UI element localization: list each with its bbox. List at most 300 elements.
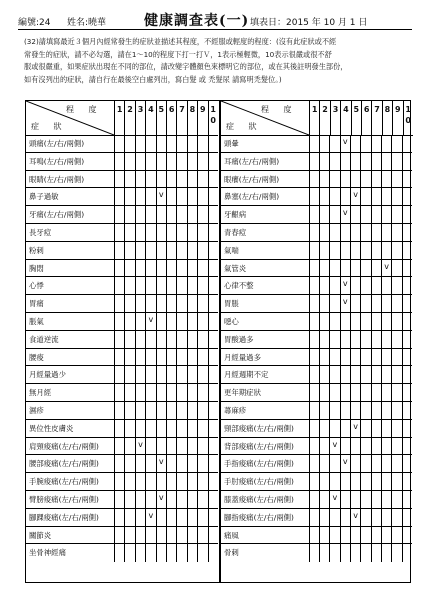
severity-cell[interactable] bbox=[371, 331, 381, 348]
severity-cell[interactable] bbox=[135, 384, 145, 401]
severity-cell[interactable] bbox=[402, 438, 412, 455]
severity-cell[interactable] bbox=[329, 509, 339, 526]
severity-cell[interactable] bbox=[360, 473, 370, 490]
severity-cell[interactable] bbox=[114, 544, 124, 562]
severity-cell[interactable] bbox=[114, 455, 124, 472]
severity-check-mark[interactable]: v bbox=[145, 509, 155, 526]
severity-cell[interactable] bbox=[319, 224, 329, 241]
severity-cell[interactable] bbox=[319, 438, 329, 455]
severity-cell[interactable] bbox=[166, 455, 176, 472]
severity-cell[interactable] bbox=[402, 491, 412, 508]
severity-cell[interactable] bbox=[402, 331, 412, 348]
severity-cell[interactable] bbox=[124, 438, 134, 455]
severity-cell[interactable] bbox=[166, 313, 176, 330]
severity-cell[interactable] bbox=[124, 242, 134, 259]
severity-check-mark[interactable]: v bbox=[340, 135, 350, 152]
severity-cell[interactable] bbox=[156, 135, 166, 152]
severity-cell[interactable] bbox=[135, 277, 145, 294]
severity-cell[interactable] bbox=[329, 366, 339, 383]
severity-cell[interactable] bbox=[166, 135, 176, 152]
severity-cell[interactable] bbox=[371, 420, 381, 437]
severity-cell[interactable] bbox=[176, 224, 186, 241]
severity-cell[interactable] bbox=[208, 402, 218, 419]
severity-cell[interactable] bbox=[176, 544, 186, 562]
severity-cell[interactable] bbox=[208, 277, 218, 294]
severity-cell[interactable] bbox=[124, 473, 134, 490]
severity-cell[interactable] bbox=[360, 509, 370, 526]
severity-cell[interactable] bbox=[135, 473, 145, 490]
severity-cell[interactable] bbox=[340, 473, 350, 490]
severity-cell[interactable] bbox=[402, 455, 412, 472]
severity-cell[interactable] bbox=[197, 206, 207, 223]
severity-cell[interactable] bbox=[176, 455, 186, 472]
severity-cell[interactable] bbox=[208, 242, 218, 259]
severity-cell[interactable] bbox=[391, 313, 401, 330]
severity-cell[interactable] bbox=[309, 349, 319, 366]
severity-cell[interactable] bbox=[124, 188, 134, 205]
severity-cell[interactable] bbox=[350, 295, 360, 312]
severity-check-mark[interactable]: v bbox=[135, 438, 145, 455]
severity-cell[interactable] bbox=[381, 153, 391, 170]
severity-cell[interactable] bbox=[124, 331, 134, 348]
severity-cell[interactable] bbox=[166, 366, 176, 383]
severity-cell[interactable] bbox=[309, 331, 319, 348]
severity-cell[interactable] bbox=[360, 527, 370, 544]
severity-cell[interactable] bbox=[124, 295, 134, 312]
severity-cell[interactable] bbox=[197, 544, 207, 562]
severity-cell[interactable] bbox=[176, 420, 186, 437]
severity-cell[interactable] bbox=[371, 527, 381, 544]
severity-cell[interactable] bbox=[381, 331, 391, 348]
severity-cell[interactable] bbox=[381, 455, 391, 472]
severity-cell[interactable] bbox=[381, 544, 391, 562]
severity-cell[interactable] bbox=[197, 384, 207, 401]
severity-cell[interactable] bbox=[402, 349, 412, 366]
severity-cell[interactable] bbox=[381, 295, 391, 312]
severity-cell[interactable] bbox=[145, 331, 155, 348]
severity-cell[interactable] bbox=[381, 188, 391, 205]
severity-cell[interactable] bbox=[176, 402, 186, 419]
severity-cell[interactable] bbox=[309, 473, 319, 490]
severity-cell[interactable] bbox=[309, 242, 319, 259]
severity-cell[interactable] bbox=[156, 206, 166, 223]
severity-cell[interactable] bbox=[145, 188, 155, 205]
severity-cell[interactable] bbox=[187, 455, 197, 472]
severity-cell[interactable] bbox=[124, 260, 134, 277]
severity-cell[interactable] bbox=[135, 366, 145, 383]
severity-cell[interactable] bbox=[309, 509, 319, 526]
severity-cell[interactable] bbox=[166, 188, 176, 205]
severity-cell[interactable] bbox=[319, 384, 329, 401]
severity-cell[interactable] bbox=[350, 366, 360, 383]
severity-cell[interactable] bbox=[166, 438, 176, 455]
severity-cell[interactable] bbox=[156, 277, 166, 294]
severity-cell[interactable] bbox=[176, 206, 186, 223]
severity-cell[interactable] bbox=[114, 402, 124, 419]
severity-cell[interactable] bbox=[340, 349, 350, 366]
severity-cell[interactable] bbox=[166, 295, 176, 312]
severity-cell[interactable] bbox=[176, 509, 186, 526]
severity-cell[interactable] bbox=[309, 135, 319, 152]
severity-cell[interactable] bbox=[135, 455, 145, 472]
severity-cell[interactable] bbox=[319, 313, 329, 330]
severity-check-mark[interactable]: v bbox=[350, 420, 360, 437]
severity-cell[interactable] bbox=[114, 277, 124, 294]
severity-cell[interactable] bbox=[187, 224, 197, 241]
severity-cell[interactable] bbox=[197, 224, 207, 241]
severity-cell[interactable] bbox=[329, 544, 339, 562]
severity-cell[interactable] bbox=[176, 277, 186, 294]
severity-cell[interactable] bbox=[391, 224, 401, 241]
severity-cell[interactable] bbox=[319, 206, 329, 223]
severity-cell[interactable] bbox=[187, 171, 197, 188]
severity-cell[interactable] bbox=[187, 260, 197, 277]
severity-cell[interactable] bbox=[329, 473, 339, 490]
severity-cell[interactable] bbox=[135, 544, 145, 562]
severity-cell[interactable] bbox=[360, 491, 370, 508]
severity-cell[interactable] bbox=[145, 135, 155, 152]
severity-check-mark[interactable]: v bbox=[145, 313, 155, 330]
severity-cell[interactable] bbox=[208, 438, 218, 455]
severity-check-mark[interactable]: v bbox=[156, 491, 166, 508]
severity-check-mark[interactable]: v bbox=[381, 260, 391, 277]
severity-cell[interactable] bbox=[340, 527, 350, 544]
severity-cell[interactable] bbox=[114, 242, 124, 259]
severity-cell[interactable] bbox=[381, 509, 391, 526]
severity-cell[interactable] bbox=[329, 188, 339, 205]
severity-cell[interactable] bbox=[329, 331, 339, 348]
severity-cell[interactable] bbox=[391, 295, 401, 312]
severity-cell[interactable] bbox=[319, 242, 329, 259]
severity-cell[interactable] bbox=[371, 224, 381, 241]
severity-cell[interactable] bbox=[402, 384, 412, 401]
severity-cell[interactable] bbox=[145, 242, 155, 259]
severity-cell[interactable] bbox=[402, 188, 412, 205]
severity-cell[interactable] bbox=[350, 455, 360, 472]
severity-cell[interactable] bbox=[166, 473, 176, 490]
severity-cell[interactable] bbox=[145, 206, 155, 223]
severity-cell[interactable] bbox=[166, 491, 176, 508]
severity-cell[interactable] bbox=[319, 544, 329, 562]
severity-cell[interactable] bbox=[319, 277, 329, 294]
severity-cell[interactable] bbox=[197, 277, 207, 294]
severity-cell[interactable] bbox=[340, 224, 350, 241]
severity-cell[interactable] bbox=[402, 473, 412, 490]
severity-cell[interactable] bbox=[319, 349, 329, 366]
severity-cell[interactable] bbox=[350, 473, 360, 490]
severity-cell[interactable] bbox=[371, 544, 381, 562]
severity-cell[interactable] bbox=[176, 171, 186, 188]
severity-cell[interactable] bbox=[176, 313, 186, 330]
severity-cell[interactable] bbox=[114, 331, 124, 348]
severity-cell[interactable] bbox=[197, 438, 207, 455]
severity-cell[interactable] bbox=[208, 188, 218, 205]
severity-cell[interactable] bbox=[124, 277, 134, 294]
severity-cell[interactable] bbox=[166, 384, 176, 401]
severity-cell[interactable] bbox=[145, 277, 155, 294]
severity-cell[interactable] bbox=[329, 171, 339, 188]
severity-cell[interactable] bbox=[135, 224, 145, 241]
severity-cell[interactable] bbox=[360, 438, 370, 455]
severity-cell[interactable] bbox=[360, 366, 370, 383]
severity-cell[interactable] bbox=[208, 420, 218, 437]
severity-cell[interactable] bbox=[145, 455, 155, 472]
severity-cell[interactable] bbox=[319, 295, 329, 312]
severity-cell[interactable] bbox=[309, 455, 319, 472]
severity-cell[interactable] bbox=[309, 366, 319, 383]
severity-cell[interactable] bbox=[187, 509, 197, 526]
severity-cell[interactable] bbox=[340, 171, 350, 188]
severity-cell[interactable] bbox=[187, 544, 197, 562]
severity-cell[interactable] bbox=[350, 135, 360, 152]
severity-cell[interactable] bbox=[176, 260, 186, 277]
severity-cell[interactable] bbox=[187, 331, 197, 348]
severity-cell[interactable] bbox=[176, 135, 186, 152]
severity-cell[interactable] bbox=[402, 260, 412, 277]
severity-cell[interactable] bbox=[360, 544, 370, 562]
severity-cell[interactable] bbox=[381, 402, 391, 419]
severity-cell[interactable] bbox=[329, 384, 339, 401]
severity-cell[interactable] bbox=[176, 473, 186, 490]
severity-cell[interactable] bbox=[145, 384, 155, 401]
severity-cell[interactable] bbox=[114, 438, 124, 455]
severity-cell[interactable] bbox=[166, 224, 176, 241]
severity-cell[interactable] bbox=[350, 402, 360, 419]
severity-cell[interactable] bbox=[309, 544, 319, 562]
severity-cell[interactable] bbox=[166, 349, 176, 366]
severity-cell[interactable] bbox=[360, 420, 370, 437]
severity-cell[interactable] bbox=[360, 277, 370, 294]
severity-cell[interactable] bbox=[124, 491, 134, 508]
severity-cell[interactable] bbox=[114, 153, 124, 170]
severity-cell[interactable] bbox=[350, 438, 360, 455]
severity-cell[interactable] bbox=[176, 153, 186, 170]
severity-cell[interactable] bbox=[124, 455, 134, 472]
severity-cell[interactable] bbox=[208, 206, 218, 223]
severity-cell[interactable] bbox=[329, 527, 339, 544]
severity-cell[interactable] bbox=[319, 402, 329, 419]
severity-cell[interactable] bbox=[371, 153, 381, 170]
severity-cell[interactable] bbox=[145, 473, 155, 490]
severity-cell[interactable] bbox=[371, 455, 381, 472]
severity-cell[interactable] bbox=[166, 527, 176, 544]
severity-cell[interactable] bbox=[208, 349, 218, 366]
severity-cell[interactable] bbox=[176, 491, 186, 508]
severity-cell[interactable] bbox=[391, 527, 401, 544]
severity-cell[interactable] bbox=[156, 295, 166, 312]
severity-cell[interactable] bbox=[176, 438, 186, 455]
severity-cell[interactable] bbox=[135, 420, 145, 437]
severity-cell[interactable] bbox=[309, 295, 319, 312]
severity-cell[interactable] bbox=[329, 242, 339, 259]
severity-cell[interactable] bbox=[187, 527, 197, 544]
severity-cell[interactable] bbox=[156, 366, 166, 383]
severity-cell[interactable] bbox=[402, 420, 412, 437]
severity-cell[interactable] bbox=[371, 277, 381, 294]
severity-cell[interactable] bbox=[208, 135, 218, 152]
severity-cell[interactable] bbox=[350, 171, 360, 188]
severity-cell[interactable] bbox=[187, 438, 197, 455]
severity-cell[interactable] bbox=[381, 277, 391, 294]
severity-cell[interactable] bbox=[187, 349, 197, 366]
severity-check-mark[interactable]: v bbox=[340, 455, 350, 472]
severity-cell[interactable] bbox=[197, 260, 207, 277]
severity-cell[interactable] bbox=[371, 349, 381, 366]
severity-cell[interactable] bbox=[329, 402, 339, 419]
severity-cell[interactable] bbox=[166, 260, 176, 277]
severity-cell[interactable] bbox=[135, 331, 145, 348]
severity-cell[interactable] bbox=[156, 438, 166, 455]
severity-cell[interactable] bbox=[309, 277, 319, 294]
severity-cell[interactable] bbox=[329, 420, 339, 437]
severity-cell[interactable] bbox=[340, 188, 350, 205]
severity-cell[interactable] bbox=[350, 527, 360, 544]
severity-cell[interactable] bbox=[319, 527, 329, 544]
severity-cell[interactable] bbox=[340, 491, 350, 508]
severity-cell[interactable] bbox=[319, 473, 329, 490]
severity-cell[interactable] bbox=[340, 384, 350, 401]
severity-cell[interactable] bbox=[124, 402, 134, 419]
severity-cell[interactable] bbox=[381, 313, 391, 330]
severity-cell[interactable] bbox=[319, 188, 329, 205]
severity-cell[interactable] bbox=[145, 171, 155, 188]
severity-cell[interactable] bbox=[124, 171, 134, 188]
severity-cell[interactable] bbox=[114, 224, 124, 241]
severity-cell[interactable] bbox=[319, 509, 329, 526]
severity-cell[interactable] bbox=[319, 135, 329, 152]
severity-cell[interactable] bbox=[371, 438, 381, 455]
severity-cell[interactable] bbox=[329, 206, 339, 223]
severity-cell[interactable] bbox=[208, 491, 218, 508]
severity-cell[interactable] bbox=[114, 420, 124, 437]
severity-check-mark[interactable]: v bbox=[350, 509, 360, 526]
severity-cell[interactable] bbox=[319, 455, 329, 472]
severity-cell[interactable] bbox=[350, 544, 360, 562]
severity-cell[interactable] bbox=[124, 349, 134, 366]
severity-cell[interactable] bbox=[391, 384, 401, 401]
severity-cell[interactable] bbox=[360, 188, 370, 205]
severity-cell[interactable] bbox=[135, 171, 145, 188]
severity-cell[interactable] bbox=[329, 135, 339, 152]
severity-cell[interactable] bbox=[371, 313, 381, 330]
severity-cell[interactable] bbox=[329, 455, 339, 472]
severity-cell[interactable] bbox=[350, 242, 360, 259]
severity-cell[interactable] bbox=[350, 277, 360, 294]
severity-cell[interactable] bbox=[197, 331, 207, 348]
severity-cell[interactable] bbox=[391, 402, 401, 419]
severity-cell[interactable] bbox=[197, 366, 207, 383]
severity-cell[interactable] bbox=[135, 509, 145, 526]
severity-cell[interactable] bbox=[319, 153, 329, 170]
severity-cell[interactable] bbox=[350, 384, 360, 401]
severity-cell[interactable] bbox=[391, 188, 401, 205]
severity-cell[interactable] bbox=[350, 349, 360, 366]
severity-cell[interactable] bbox=[156, 420, 166, 437]
severity-cell[interactable] bbox=[371, 295, 381, 312]
severity-cell[interactable] bbox=[391, 349, 401, 366]
severity-cell[interactable] bbox=[329, 153, 339, 170]
severity-cell[interactable] bbox=[156, 509, 166, 526]
severity-cell[interactable] bbox=[402, 153, 412, 170]
severity-cell[interactable] bbox=[360, 171, 370, 188]
severity-check-mark[interactable]: v bbox=[329, 438, 339, 455]
severity-cell[interactable] bbox=[309, 153, 319, 170]
severity-cell[interactable] bbox=[381, 473, 391, 490]
severity-cell[interactable] bbox=[208, 313, 218, 330]
severity-cell[interactable] bbox=[319, 420, 329, 437]
severity-cell[interactable] bbox=[187, 153, 197, 170]
severity-cell[interactable] bbox=[309, 527, 319, 544]
severity-cell[interactable] bbox=[187, 242, 197, 259]
severity-cell[interactable] bbox=[124, 509, 134, 526]
severity-cell[interactable] bbox=[197, 171, 207, 188]
severity-cell[interactable] bbox=[319, 491, 329, 508]
severity-cell[interactable] bbox=[309, 171, 319, 188]
severity-cell[interactable] bbox=[391, 438, 401, 455]
severity-cell[interactable] bbox=[176, 527, 186, 544]
severity-cell[interactable] bbox=[208, 455, 218, 472]
severity-cell[interactable] bbox=[114, 473, 124, 490]
severity-cell[interactable] bbox=[360, 349, 370, 366]
severity-cell[interactable] bbox=[371, 242, 381, 259]
severity-cell[interactable] bbox=[402, 402, 412, 419]
severity-cell[interactable] bbox=[156, 544, 166, 562]
severity-cell[interactable] bbox=[208, 544, 218, 562]
severity-cell[interactable] bbox=[329, 277, 339, 294]
severity-cell[interactable] bbox=[124, 384, 134, 401]
severity-cell[interactable] bbox=[402, 295, 412, 312]
severity-cell[interactable] bbox=[402, 366, 412, 383]
severity-cell[interactable] bbox=[166, 171, 176, 188]
severity-cell[interactable] bbox=[329, 295, 339, 312]
severity-cell[interactable] bbox=[350, 313, 360, 330]
severity-cell[interactable] bbox=[208, 153, 218, 170]
severity-cell[interactable] bbox=[208, 331, 218, 348]
severity-cell[interactable] bbox=[360, 242, 370, 259]
severity-check-mark[interactable]: v bbox=[340, 206, 350, 223]
severity-cell[interactable] bbox=[360, 135, 370, 152]
severity-cell[interactable] bbox=[114, 295, 124, 312]
severity-cell[interactable] bbox=[145, 349, 155, 366]
severity-cell[interactable] bbox=[371, 491, 381, 508]
severity-cell[interactable] bbox=[124, 224, 134, 241]
severity-cell[interactable] bbox=[156, 153, 166, 170]
severity-cell[interactable] bbox=[381, 366, 391, 383]
severity-cell[interactable] bbox=[309, 420, 319, 437]
severity-check-mark[interactable]: v bbox=[329, 491, 339, 508]
severity-cell[interactable] bbox=[319, 331, 329, 348]
severity-cell[interactable] bbox=[156, 331, 166, 348]
severity-cell[interactable] bbox=[187, 313, 197, 330]
severity-cell[interactable] bbox=[360, 455, 370, 472]
severity-cell[interactable] bbox=[145, 491, 155, 508]
severity-cell[interactable] bbox=[176, 384, 186, 401]
severity-cell[interactable] bbox=[135, 295, 145, 312]
severity-cell[interactable] bbox=[381, 384, 391, 401]
severity-cell[interactable] bbox=[156, 171, 166, 188]
severity-cell[interactable] bbox=[135, 260, 145, 277]
severity-cell[interactable] bbox=[166, 420, 176, 437]
severity-cell[interactable] bbox=[208, 509, 218, 526]
severity-cell[interactable] bbox=[145, 295, 155, 312]
severity-cell[interactable] bbox=[176, 188, 186, 205]
severity-check-mark[interactable]: v bbox=[156, 455, 166, 472]
severity-cell[interactable] bbox=[391, 206, 401, 223]
severity-cell[interactable] bbox=[340, 420, 350, 437]
severity-cell[interactable] bbox=[208, 224, 218, 241]
severity-cell[interactable] bbox=[145, 366, 155, 383]
severity-cell[interactable] bbox=[166, 331, 176, 348]
